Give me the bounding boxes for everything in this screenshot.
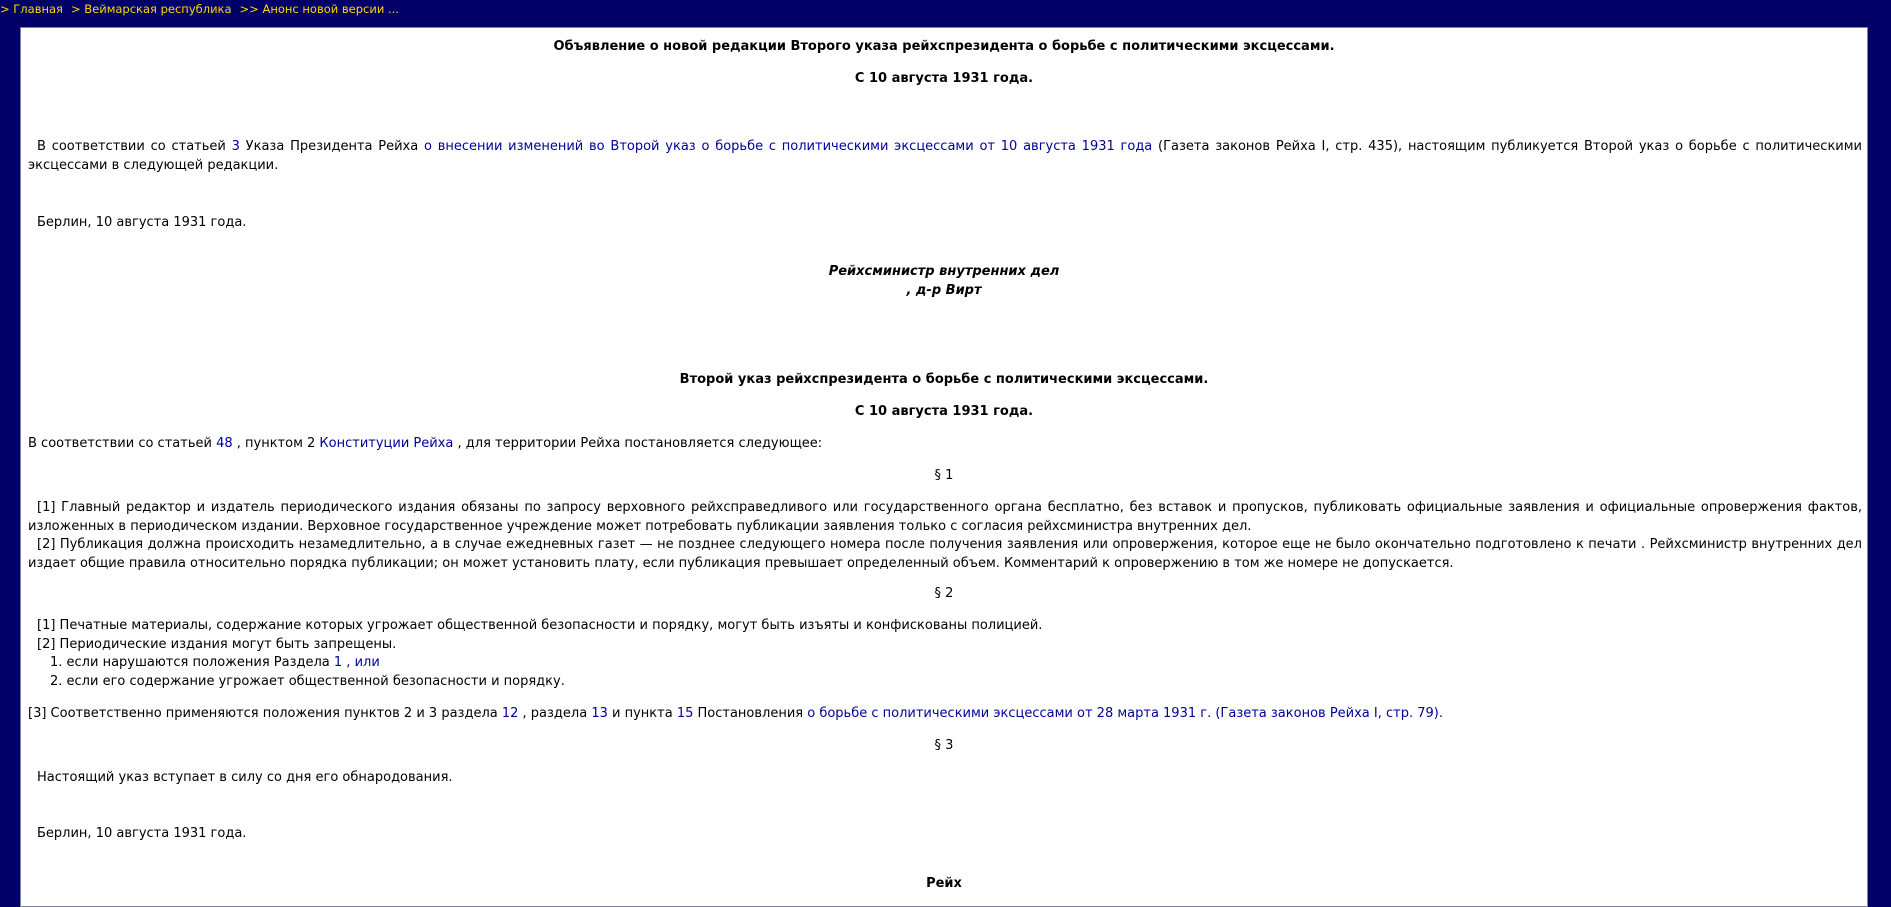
decree-preamble bbox=[28, 434, 822, 453]
intro-text-3: (Газета законов Рейха I, стр. 435), настоящим публикуется Второй указ о борьбе с политическими эксцессами в следующей редакции. bbox=[28, 139, 1862, 173]
decree-title: Второй указ рейхспрезидента о борьбе с политическими эксцессами. bbox=[679, 372, 1209, 387]
announcement-intro bbox=[28, 137, 1862, 175]
para-3-link-12[interactable]: 12 bbox=[501, 706, 519, 721]
breadcrumb bbox=[0, 2, 399, 18]
breadcrumb-home-link[interactable]: > Главная bbox=[0, 2, 63, 16]
document-panel bbox=[20, 27, 1868, 907]
preamble-constitution-link[interactable]: Конституции Рейха bbox=[319, 436, 454, 451]
section-2-item-1 bbox=[50, 653, 380, 672]
intro-text-2: Указа Президента Рейха bbox=[239, 139, 424, 154]
breadcrumb-section-link[interactable]: > Веймарская республика bbox=[70, 2, 232, 16]
para-3-text-3: и пункта bbox=[607, 706, 677, 721]
decree-date: С 10 августа 1931 года. bbox=[854, 404, 1034, 419]
section-2-item-2: 2. если его содержание угрожает общественной безопасности и порядку. bbox=[50, 674, 565, 689]
breadcrumb-current-link[interactable]: >> Анонс новой версии ... bbox=[239, 2, 399, 16]
section-1-heading: § 1 bbox=[934, 468, 954, 483]
para-3-text-2: , раздела bbox=[518, 706, 592, 721]
signature-name: , д-р Вирт bbox=[906, 283, 982, 298]
para-3-decree-link[interactable]: о борьбе с политическими эксцессами от 28 марта 1931 г. (Газета законов Рейха I, стр. 79). bbox=[807, 706, 1443, 721]
preamble-text-3: , для территории Рейха постановляется следующее: bbox=[453, 436, 823, 451]
preamble-text-2: , пунктом 2 bbox=[232, 436, 320, 451]
section-2-para-1: [1] Печатные материалы, содержание которых угрожает общественной безопасности и порядку, могут быть изъяты и конфискованы полицией. bbox=[37, 618, 1043, 633]
item-1-text: 1. если нарушаются положения Раздела bbox=[50, 655, 334, 670]
preamble-text-1: В соответствии со статьей bbox=[28, 436, 217, 451]
signature-title: Рейхсминистр внутренних дел bbox=[828, 264, 1060, 279]
section-1-para-1: [1] Главный редактор и издатель периодического издания обязаны по запросу верховного рейхсправедливого или государственного органа бесплатно, без вставок и пропусков, публиковать официальные заявления и официальные опровержения фактов, изложенных в периодическом издании. Верховное государственное учреждение может потребовать публикации заявления только с согласия рейхсминистра внутренних дел. bbox=[28, 500, 1862, 534]
section-3-heading: § 3 bbox=[934, 738, 954, 753]
section-3-para-1: Настоящий указ вступает в силу со дня его обнародования. bbox=[37, 770, 453, 785]
para-3-text-1: [3] Соответственно применяются положения пунктов 2 и 3 раздела bbox=[28, 706, 502, 721]
announcement-title: Объявление о новой редакции Второго указа рейхспрезидента о борьбе с политическими эксцессами. bbox=[553, 39, 1335, 54]
section-2-heading: § 2 bbox=[934, 586, 954, 601]
item-1-link[interactable]: 1 , или bbox=[333, 655, 380, 670]
intro-text-1: В соответствии со статьей bbox=[37, 139, 232, 154]
para-3-link-15[interactable]: 15 bbox=[676, 706, 694, 721]
decree-signature-partial: Рейх bbox=[926, 876, 962, 891]
announcement-place-date: Берлин, 10 августа 1931 года. bbox=[37, 215, 247, 230]
para-3-text-4: Постановления bbox=[693, 706, 808, 721]
para-3-link-13[interactable]: 13 bbox=[591, 706, 608, 721]
section-1-para-2: [2] Публикация должна происходить незамедлительно, а в случае ежедневных газет — не позднее следующего номера после получения заявления или опровержения, которое еще не было окончательно подготовлено к печати . Рейхсминистр внутренних дел издает общие правила относительно порядка публикации; он может установить плату, если публикация превышает определенный объем. Комментарий к опровержению в том же номере не допускается. bbox=[28, 537, 1862, 571]
intro-law-link[interactable]: о внесении изменений во Второй указ о борьбе с политическими эксцессами от 10 августа 1931 года bbox=[423, 139, 1153, 154]
section-2-para-2: [2] Периодические издания могут быть запрещены. bbox=[37, 637, 397, 652]
intro-article-link[interactable]: 3 bbox=[231, 139, 240, 154]
preamble-article-link[interactable]: 48 bbox=[216, 436, 233, 451]
announcement-date: С 10 августа 1931 года. bbox=[854, 71, 1034, 86]
decree-place-date: Берлин, 10 августа 1931 года. bbox=[37, 826, 247, 841]
section-2-para-3 bbox=[28, 704, 1443, 723]
